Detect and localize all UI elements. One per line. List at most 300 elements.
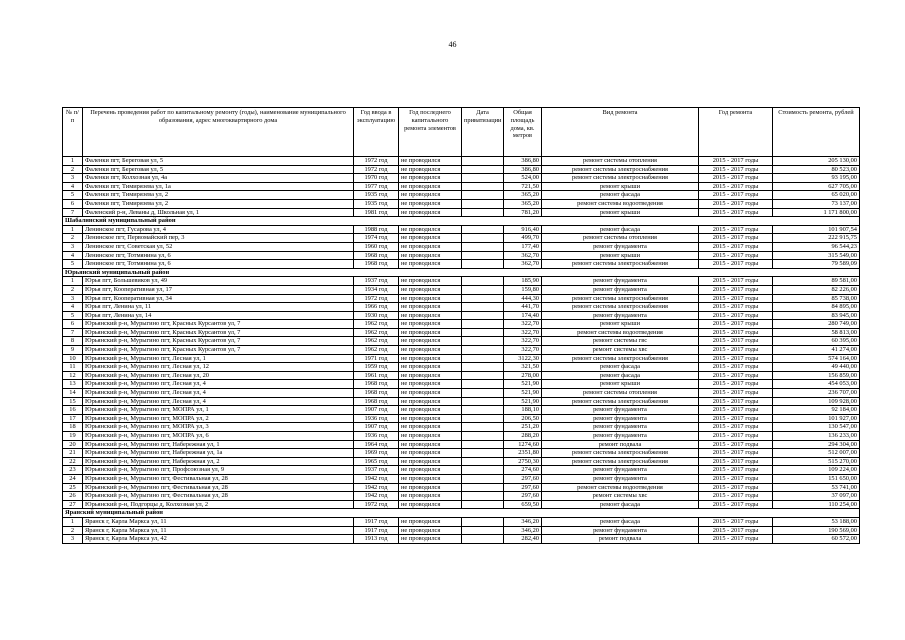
- cell-total-area: 174,40: [504, 311, 542, 320]
- cell-last-repair: не проводился: [399, 174, 462, 183]
- cell-year-built: 1972 год: [354, 165, 399, 174]
- table-row: [63, 535, 860, 544]
- cell-total-area: 297,60: [504, 474, 542, 483]
- cell-repair-type: ремонт фундамента: [542, 474, 699, 483]
- table-row: [63, 346, 860, 355]
- cell-repair-year: 2015 - 2017 годы: [699, 457, 773, 466]
- cell-row-number: 6: [63, 320, 83, 329]
- cell-address: Юрьянский р-н, Мурыгино пгт, МОПРА ул, 3: [83, 423, 354, 432]
- cell-repair-year: 2015 - 2017 годы: [699, 389, 773, 398]
- cell-last-repair: не проводился: [399, 492, 462, 501]
- table-row: [63, 371, 860, 380]
- table-row: [63, 457, 860, 466]
- cell-last-repair: не проводился: [399, 294, 462, 303]
- cell-total-area: 521,90: [504, 380, 542, 389]
- table-row: [63, 397, 860, 406]
- cell-last-repair: не проводился: [399, 251, 462, 260]
- cell-address: Юрьянский р-н, Мурыгино пгт, Красных Курсантов ул, 7: [83, 337, 354, 346]
- cell-year-built: 1935 год: [354, 199, 399, 208]
- header-repair-type: Вид ремонта: [542, 108, 699, 157]
- cell-repair-year: 2015 - 2017 годы: [699, 432, 773, 441]
- cell-repair-year: 2015 - 2017 годы: [699, 157, 773, 166]
- cell-last-repair: не проводился: [399, 234, 462, 243]
- cell-year-built: 1936 год: [354, 414, 399, 423]
- cell-row-number: 8: [63, 337, 83, 346]
- cell-privatization-date: [462, 449, 504, 458]
- cell-repair-year: 2015 - 2017 годы: [699, 191, 773, 200]
- cell-total-area: 499,70: [504, 234, 542, 243]
- cell-address: Фаленки пгт, Тимирязева ул, 2: [83, 191, 354, 200]
- cell-row-number: 25: [63, 483, 83, 492]
- cell-repair-cost: 83 945,00: [773, 311, 860, 320]
- cell-repair-year: 2015 - 2017 годы: [699, 526, 773, 535]
- table-row: [63, 526, 860, 535]
- cell-repair-cost: 101 927,00: [773, 414, 860, 423]
- cell-address: Фаленки пгт, Колхозная ул, 4а: [83, 174, 354, 183]
- cell-total-area: 386,80: [504, 165, 542, 174]
- cell-repair-cost: 151 650,00: [773, 474, 860, 483]
- cell-privatization-date: [462, 337, 504, 346]
- cell-year-built: 1977 год: [354, 182, 399, 191]
- cell-repair-cost: 93 195,00: [773, 174, 860, 183]
- cell-year-built: 1969 год: [354, 449, 399, 458]
- table-row: [63, 423, 860, 432]
- table-row: [63, 208, 860, 217]
- cell-row-number: 18: [63, 423, 83, 432]
- header-last-repair: Год последнего капитального ремонта элементов: [399, 108, 462, 157]
- cell-repair-cost: 109 928,00: [773, 397, 860, 406]
- cell-privatization-date: [462, 199, 504, 208]
- cell-total-area: 159,80: [504, 285, 542, 294]
- cell-repair-year: 2015 - 2017 годы: [699, 199, 773, 208]
- cell-address: Юрья пгт, Кооперативная ул, 17: [83, 285, 354, 294]
- cell-privatization-date: [462, 242, 504, 251]
- cell-repair-type: ремонт системы хвс: [542, 492, 699, 501]
- section-row: [63, 509, 860, 518]
- cell-repair-year: 2015 - 2017 годы: [699, 440, 773, 449]
- cell-repair-type: ремонт системы гвс: [542, 337, 699, 346]
- table-row: [63, 440, 860, 449]
- cell-repair-type: ремонт фасада: [542, 191, 699, 200]
- table-row: [63, 311, 860, 320]
- cell-repair-type: ремонт системы электроснабжения: [542, 260, 699, 269]
- cell-repair-type: ремонт системы электроснабжения: [542, 457, 699, 466]
- cell-total-area: 322,70: [504, 320, 542, 329]
- cell-row-number: 2: [63, 234, 83, 243]
- table-row: [63, 363, 860, 372]
- cell-repair-cost: 60 572,00: [773, 535, 860, 544]
- cell-privatization-date: [462, 251, 504, 260]
- cell-row-number: 5: [63, 311, 83, 320]
- page-number: 46: [448, 40, 457, 49]
- cell-repair-type: ремонт подвала: [542, 440, 699, 449]
- cell-total-area: 297,60: [504, 492, 542, 501]
- cell-row-number: 4: [63, 251, 83, 260]
- cell-address: Ленинское пгт, Гусарова ул, 4: [83, 225, 354, 234]
- cell-address: Ленинское пгт, Советская ул, 52: [83, 242, 354, 251]
- cell-total-area: 206,50: [504, 414, 542, 423]
- cell-year-built: 1968 год: [354, 260, 399, 269]
- table-row: [63, 337, 860, 346]
- cell-last-repair: не проводился: [399, 346, 462, 355]
- cell-privatization-date: [462, 389, 504, 398]
- cell-year-built: 1972 год: [354, 500, 399, 509]
- cell-year-built: 1974 год: [354, 234, 399, 243]
- cell-repair-type: ремонт системы электроснабжения: [542, 303, 699, 312]
- cell-last-repair: не проводился: [399, 157, 462, 166]
- header-repair-year: Год ремонта: [699, 108, 773, 157]
- cell-address: Юрья пгт, Ленина ул, 11: [83, 303, 354, 312]
- cell-repair-type: ремонт системы электроснабжения: [542, 294, 699, 303]
- cell-repair-cost: 92 184,00: [773, 406, 860, 415]
- cell-year-built: 1935 год: [354, 191, 399, 200]
- cell-privatization-date: [462, 371, 504, 380]
- cell-repair-year: 2015 - 2017 годы: [699, 363, 773, 372]
- cell-address: Юрьянский р-н, Мурыгино пгт, МОПРА ул, 1: [83, 406, 354, 415]
- cell-repair-year: 2015 - 2017 годы: [699, 320, 773, 329]
- cell-total-area: 2351,80: [504, 449, 542, 458]
- cell-address: Юрьянский р-н, Мурыгино пгт, Лесная ул, 20: [83, 371, 354, 380]
- cell-repair-type: ремонт системы отопления: [542, 157, 699, 166]
- cell-year-built: 1934 год: [354, 285, 399, 294]
- cell-privatization-date: [462, 285, 504, 294]
- cell-last-repair: не проводился: [399, 474, 462, 483]
- table-row: [63, 303, 860, 312]
- table-row: [63, 242, 860, 251]
- cell-total-area: 346,20: [504, 517, 542, 526]
- cell-privatization-date: [462, 208, 504, 217]
- cell-last-repair: не проводился: [399, 337, 462, 346]
- cell-total-area: 278,00: [504, 371, 542, 380]
- cell-privatization-date: [462, 397, 504, 406]
- cell-repair-year: 2015 - 2017 годы: [699, 337, 773, 346]
- cell-repair-cost: 96 544,23: [773, 242, 860, 251]
- cell-repair-cost: 515 270,00: [773, 457, 860, 466]
- cell-address: Яранск г, Карла Маркса ул, 11: [83, 517, 354, 526]
- cell-repair-cost: 73 137,00: [773, 199, 860, 208]
- cell-row-number: 2: [63, 285, 83, 294]
- cell-address: Яранск г, Карла Маркса ул, 42: [83, 535, 354, 544]
- cell-repair-cost: 89 581,00: [773, 277, 860, 286]
- cell-address: Фаленки пгт, Тимирязева ул, 1а: [83, 182, 354, 191]
- cell-privatization-date: [462, 414, 504, 423]
- cell-repair-year: 2015 - 2017 годы: [699, 260, 773, 269]
- cell-year-built: 1972 год: [354, 157, 399, 166]
- cell-privatization-date: [462, 380, 504, 389]
- cell-repair-cost: 41 274,00: [773, 346, 860, 355]
- cell-last-repair: не проводился: [399, 260, 462, 269]
- cell-row-number: 1: [63, 517, 83, 526]
- header-address: Перечень проведения работ по капитальному ремонту (годы), наименование муниципального образования, адрес многоквартирного дома: [83, 108, 354, 157]
- cell-repair-type: ремонт крыши: [542, 251, 699, 260]
- cell-repair-year: 2015 - 2017 годы: [699, 354, 773, 363]
- cell-total-area: 386,80: [504, 157, 542, 166]
- cell-last-repair: не проводился: [399, 423, 462, 432]
- table-row: [63, 500, 860, 509]
- cell-address: Фаленский р-н, Леваны д, Школьная ул, 1: [83, 208, 354, 217]
- table-row: [63, 466, 860, 475]
- cell-repair-cost: 53 188,00: [773, 517, 860, 526]
- cell-privatization-date: [462, 517, 504, 526]
- cell-address: Юрьянский р-н, Подгорцы д, Колхозная ул, 2: [83, 500, 354, 509]
- cell-repair-year: 2015 - 2017 годы: [699, 294, 773, 303]
- cell-address: Юрьянский р-н, Мурыгино пгт, Красных Курсантов ул, 7: [83, 346, 354, 355]
- cell-year-built: 1968 год: [354, 380, 399, 389]
- cell-repair-type: ремонт фундамента: [542, 414, 699, 423]
- cell-repair-type: ремонт системы хвс: [542, 346, 699, 355]
- cell-repair-cost: 1 171 800,00: [773, 208, 860, 217]
- cell-address: Юрья пгт, Большевиков ул, 49: [83, 277, 354, 286]
- header-total-area: Общая площадь дома, кв. метров: [504, 108, 542, 157]
- cell-last-repair: не проводился: [399, 440, 462, 449]
- cell-repair-cost: 65 020,00: [773, 191, 860, 200]
- cell-row-number: 14: [63, 389, 83, 398]
- cell-repair-cost: 454 053,00: [773, 380, 860, 389]
- cell-address: Ленинское пгт, Тотмянина ул, 6: [83, 260, 354, 269]
- cell-repair-year: 2015 - 2017 годы: [699, 500, 773, 509]
- cell-repair-year: 2015 - 2017 годы: [699, 225, 773, 234]
- cell-privatization-date: [462, 500, 504, 509]
- cell-address: Юрьянский р-н, Мурыгино пгт, Лесная ул, 1: [83, 354, 354, 363]
- cell-year-built: 1917 год: [354, 526, 399, 535]
- table-row: [63, 380, 860, 389]
- cell-repair-year: 2015 - 2017 годы: [699, 328, 773, 337]
- cell-address: Яранск г, Карла Маркса ул, 11: [83, 526, 354, 535]
- cell-last-repair: не проводился: [399, 311, 462, 320]
- cell-repair-cost: 58 813,00: [773, 328, 860, 337]
- table-row: [63, 182, 860, 191]
- cell-row-number: 5: [63, 191, 83, 200]
- cell-year-built: 1930 год: [354, 311, 399, 320]
- cell-row-number: 21: [63, 449, 83, 458]
- cell-year-built: 1937 год: [354, 277, 399, 286]
- cell-last-repair: не проводился: [399, 354, 462, 363]
- cell-repair-type: ремонт системы водоотведения: [542, 483, 699, 492]
- cell-total-area: 2750,30: [504, 457, 542, 466]
- cell-row-number: 11: [63, 363, 83, 372]
- cell-repair-year: 2015 - 2017 годы: [699, 414, 773, 423]
- cell-privatization-date: [462, 457, 504, 466]
- cell-repair-type: ремонт системы электроснабжения: [542, 397, 699, 406]
- cell-row-number: 5: [63, 260, 83, 269]
- cell-total-area: 322,70: [504, 346, 542, 355]
- cell-repair-year: 2015 - 2017 годы: [699, 277, 773, 286]
- cell-year-built: 1968 год: [354, 251, 399, 260]
- cell-total-area: 177,40: [504, 242, 542, 251]
- cell-repair-cost: 205 130,00: [773, 157, 860, 166]
- cell-address: Юрьянский р-н, Мурыгино пгт, Лесная ул, 4: [83, 389, 354, 398]
- cell-repair-cost: 84 895,00: [773, 303, 860, 312]
- cell-repair-year: 2015 - 2017 годы: [699, 397, 773, 406]
- cell-repair-type: ремонт системы водоотведения: [542, 199, 699, 208]
- table-row: [63, 328, 860, 337]
- cell-total-area: 185,90: [504, 277, 542, 286]
- cell-year-built: 1964 год: [354, 440, 399, 449]
- cell-year-built: 1917 год: [354, 517, 399, 526]
- cell-row-number: 10: [63, 354, 83, 363]
- cell-total-area: 365,20: [504, 199, 542, 208]
- cell-row-number: 26: [63, 492, 83, 501]
- section-row: [63, 217, 860, 226]
- section-title: Шабалинский муниципальный район: [63, 217, 860, 226]
- cell-row-number: 4: [63, 182, 83, 191]
- header-privatization-date: Дата приватизации: [462, 108, 504, 157]
- cell-privatization-date: [462, 346, 504, 355]
- cell-total-area: 282,40: [504, 535, 542, 544]
- cell-total-area: 781,20: [504, 208, 542, 217]
- cell-row-number: 3: [63, 242, 83, 251]
- cell-row-number: 1: [63, 225, 83, 234]
- cell-last-repair: не проводился: [399, 182, 462, 191]
- table-row: [63, 354, 860, 363]
- cell-privatization-date: [462, 277, 504, 286]
- cell-year-built: 1972 год: [354, 294, 399, 303]
- cell-year-built: 1988 год: [354, 225, 399, 234]
- cell-repair-year: 2015 - 2017 годы: [699, 242, 773, 251]
- cell-repair-cost: 101 907,54: [773, 225, 860, 234]
- cell-repair-year: 2015 - 2017 годы: [699, 517, 773, 526]
- cell-total-area: 444,30: [504, 294, 542, 303]
- cell-repair-cost: 53 741,00: [773, 483, 860, 492]
- cell-repair-type: ремонт фасада: [542, 500, 699, 509]
- cell-total-area: 441,70: [504, 303, 542, 312]
- cell-repair-cost: 37 097,00: [773, 492, 860, 501]
- cell-repair-year: 2015 - 2017 годы: [699, 285, 773, 294]
- section-row: [63, 268, 860, 277]
- cell-total-area: 322,70: [504, 337, 542, 346]
- cell-repair-cost: 222 915,75: [773, 234, 860, 243]
- header-number: № п/п: [63, 108, 83, 157]
- cell-total-area: 365,20: [504, 191, 542, 200]
- cell-total-area: 321,50: [504, 363, 542, 372]
- cell-row-number: 20: [63, 440, 83, 449]
- cell-repair-type: ремонт фасада: [542, 363, 699, 372]
- table-row: [63, 414, 860, 423]
- cell-repair-cost: 130 547,00: [773, 423, 860, 432]
- cell-repair-cost: 315 549,00: [773, 251, 860, 260]
- cell-year-built: 1965 год: [354, 457, 399, 466]
- cell-repair-year: 2015 - 2017 годы: [699, 165, 773, 174]
- cell-row-number: 12: [63, 371, 83, 380]
- cell-total-area: 274,60: [504, 466, 542, 475]
- cell-address: Юрьянский р-н, Мурыгино пгт, Красных Курсантов ул, 7: [83, 320, 354, 329]
- cell-row-number: 3: [63, 535, 83, 544]
- cell-repair-type: ремонт фундамента: [542, 311, 699, 320]
- cell-repair-type: ремонт крыши: [542, 208, 699, 217]
- cell-total-area: 346,20: [504, 526, 542, 535]
- cell-last-repair: не проводился: [399, 517, 462, 526]
- cell-last-repair: не проводился: [399, 414, 462, 423]
- cell-last-repair: не проводился: [399, 535, 462, 544]
- table-row: [63, 406, 860, 415]
- cell-address: Юрьянский р-н, Мурыгино пгт, Фестивальная ул, 28: [83, 474, 354, 483]
- cell-year-built: 1971 год: [354, 354, 399, 363]
- cell-privatization-date: [462, 432, 504, 441]
- cell-total-area: 1274,60: [504, 440, 542, 449]
- cell-privatization-date: [462, 303, 504, 312]
- cell-repair-type: ремонт подвала: [542, 535, 699, 544]
- cell-total-area: 362,70: [504, 251, 542, 260]
- cell-year-built: 1907 год: [354, 406, 399, 415]
- cell-row-number: 3: [63, 294, 83, 303]
- cell-repair-year: 2015 - 2017 годы: [699, 234, 773, 243]
- cell-last-repair: не проводился: [399, 457, 462, 466]
- cell-year-built: 1942 год: [354, 492, 399, 501]
- cell-repair-cost: 190 569,00: [773, 526, 860, 535]
- cell-last-repair: не проводился: [399, 449, 462, 458]
- cell-privatization-date: [462, 406, 504, 415]
- header-repair-cost: Стоимость ремонта, рублей: [773, 108, 860, 157]
- cell-last-repair: не проводился: [399, 406, 462, 415]
- cell-repair-type: ремонт фасада: [542, 225, 699, 234]
- cell-row-number: 23: [63, 466, 83, 475]
- cell-repair-type: ремонт крыши: [542, 182, 699, 191]
- cell-privatization-date: [462, 423, 504, 432]
- cell-row-number: 19: [63, 432, 83, 441]
- cell-privatization-date: [462, 320, 504, 329]
- cell-repair-year: 2015 - 2017 годы: [699, 371, 773, 380]
- cell-repair-year: 2015 - 2017 годы: [699, 423, 773, 432]
- table-row: [63, 432, 860, 441]
- table-row: [63, 294, 860, 303]
- table-body: [63, 157, 860, 544]
- cell-privatization-date: [462, 440, 504, 449]
- cell-repair-cost: 136 233,00: [773, 432, 860, 441]
- table-row: [63, 389, 860, 398]
- cell-address: Юрьянский р-н, Мурыгино пгт, Фестивальная ул, 28: [83, 483, 354, 492]
- cell-repair-type: ремонт крыши: [542, 380, 699, 389]
- cell-last-repair: не проводился: [399, 466, 462, 475]
- cell-address: Юрьянский р-н, Мурыгино пгт, Набережная ул, 1: [83, 440, 354, 449]
- cell-last-repair: не проводился: [399, 199, 462, 208]
- cell-total-area: 251,20: [504, 423, 542, 432]
- cell-repair-type: ремонт крыши: [542, 320, 699, 329]
- table-row: [63, 225, 860, 234]
- cell-privatization-date: [462, 328, 504, 337]
- cell-last-repair: не проводился: [399, 320, 462, 329]
- table-row: [63, 251, 860, 260]
- cell-year-built: 1962 год: [354, 320, 399, 329]
- cell-row-number: 4: [63, 303, 83, 312]
- cell-total-area: 721,50: [504, 182, 542, 191]
- cell-repair-year: 2015 - 2017 годы: [699, 174, 773, 183]
- cell-total-area: 916,40: [504, 225, 542, 234]
- cell-repair-year: 2015 - 2017 годы: [699, 406, 773, 415]
- cell-total-area: 521,90: [504, 397, 542, 406]
- cell-privatization-date: [462, 492, 504, 501]
- cell-last-repair: не проводился: [399, 526, 462, 535]
- cell-repair-type: ремонт системы отопления: [542, 389, 699, 398]
- cell-privatization-date: [462, 363, 504, 372]
- cell-address: Юрьянский р-н, Мурыгино пгт, Лесная ул, 4: [83, 380, 354, 389]
- cell-year-built: 1970 год: [354, 174, 399, 183]
- cell-privatization-date: [462, 225, 504, 234]
- cell-row-number: 7: [63, 328, 83, 337]
- cell-repair-cost: 49 440,00: [773, 363, 860, 372]
- cell-last-repair: не проводился: [399, 397, 462, 406]
- table-row: [63, 449, 860, 458]
- cell-repair-type: ремонт системы водоотведения: [542, 328, 699, 337]
- cell-repair-type: ремонт системы электроснабжения: [542, 449, 699, 458]
- cell-repair-year: 2015 - 2017 годы: [699, 303, 773, 312]
- cell-row-number: 16: [63, 406, 83, 415]
- cell-address: Юрьянский р-н, Мурыгино пгт, Красных Курсантов ул, 7: [83, 328, 354, 337]
- table-header-row: [63, 108, 860, 157]
- cell-address: Юрьянский р-н, Мурыгино пгт, Лесная ул, 12: [83, 363, 354, 372]
- cell-repair-year: 2015 - 2017 годы: [699, 492, 773, 501]
- cell-privatization-date: [462, 182, 504, 191]
- cell-repair-cost: 574 164,00: [773, 354, 860, 363]
